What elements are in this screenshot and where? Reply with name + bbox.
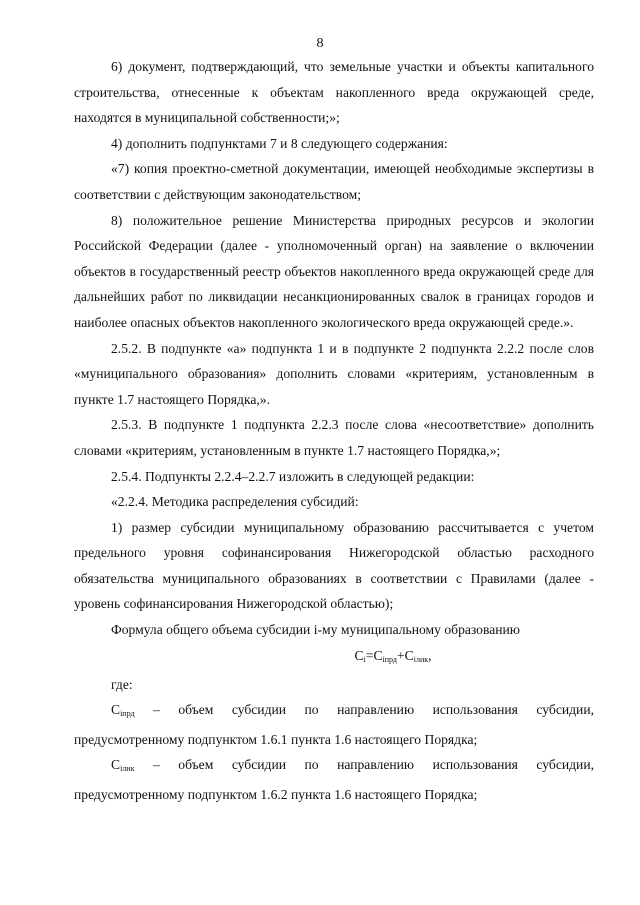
paragraph-2-5-2: 2.5.2. В подпункте «а» подпункта 1 и в подпункте 2 подпункта 2.2.2 после слов «муниципального образования» дополнить словами «критериям, установленным в пункте 1.7 настоящего Порядка,». [74, 340, 594, 407]
paragraph-item-7: «7) копия проектно-сметной документации, имеющей необходимые экспертизы в соответствии с действующим законодательством; [74, 161, 594, 202]
def-ilik-text: – объем субсидии по направлению использования субсидии, предусмотренному подпунктом 1.6.2 пункта 1.6 настоящего Порядка; [74, 757, 594, 803]
page-number: 8 [316, 36, 324, 51]
def-iprd-text: – объем субсидии по направлению использования субсидии, предусмотренному подпунктом 1.6.1 пункта 1.6 настоящего Порядка; [74, 702, 594, 747]
paragraph-item-6: 6) документ, подтверждающий, что земельные участки и объекты капитального строительства, отнесенные к объектам накопленного вреда окружающей среде, находятся в муниципальной собственности;»; [74, 59, 594, 126]
paragraph-def-ilik [74, 752, 594, 807]
def-symbol-c: C [111, 702, 121, 718]
paragraph-where: где: [111, 676, 133, 692]
subsidy-formula [74, 643, 594, 672]
def-sub-iprd: iпрд [120, 709, 135, 719]
formula-symbol-c: C [354, 647, 364, 663]
formula-sub-iprd: iпрд [382, 654, 397, 664]
paragraph-methodology-1: 1) размер субсидии муниципальному образованию рассчитывается с учетом предельного уровня софинансирования Нижегородской областью расходного обязательства муниципального образованиях в соответствии с Правилами (далее - уровень софинансирования Нижегородской областью); [74, 519, 594, 612]
paragraph-amend-4: 4) дополнить подпунктами 7 и 8 следующего содержания: [111, 135, 448, 151]
paragraph-formula-intro: Формула общего объема субсидии i-му муниципальному образованию [111, 622, 520, 638]
paragraph-item-8: 8) положительное решение Министерства природных ресурсов и экологии Российской Федерации (далее - уполномоченный орган) на заявление о включении объектов в государственный реестр объектов накопленного вреда окружающей среде для дальнейших работ по ликвидации несанкционированных свалок в границах городов и наиболее опасных объектов накопленного экологического вреда окружающей среде.». [74, 212, 594, 330]
def-sub-ilik: iлик [120, 764, 135, 774]
document-body [74, 54, 594, 808]
formula-symbol-c: C [373, 647, 383, 663]
paragraph-2-5-4: 2.5.4. Подпункты 2.2.4–2.2.7 изложить в следующей редакции: [111, 468, 475, 484]
paragraph-2-5-3: 2.5.3. В подпункте 1 подпункта 2.2.3 после слова «несоответствие» дополнить словами «критериям, установленным в пункте 1.7 настоящего Порядка,»; [74, 417, 594, 458]
formula-plus: + [396, 647, 405, 663]
formula-symbol-c: C [404, 647, 414, 663]
formula-equals: = [365, 647, 374, 663]
paragraph-def-iprd [74, 697, 594, 752]
formula-sub-ilik: iлик [413, 654, 429, 664]
paragraph-2-2-4: «2.2.4. Методика распределения субсидий: [111, 494, 359, 510]
formula-sub-i: i [363, 654, 366, 664]
formula-comma: , [428, 647, 432, 663]
def-symbol-c: C [111, 757, 121, 773]
